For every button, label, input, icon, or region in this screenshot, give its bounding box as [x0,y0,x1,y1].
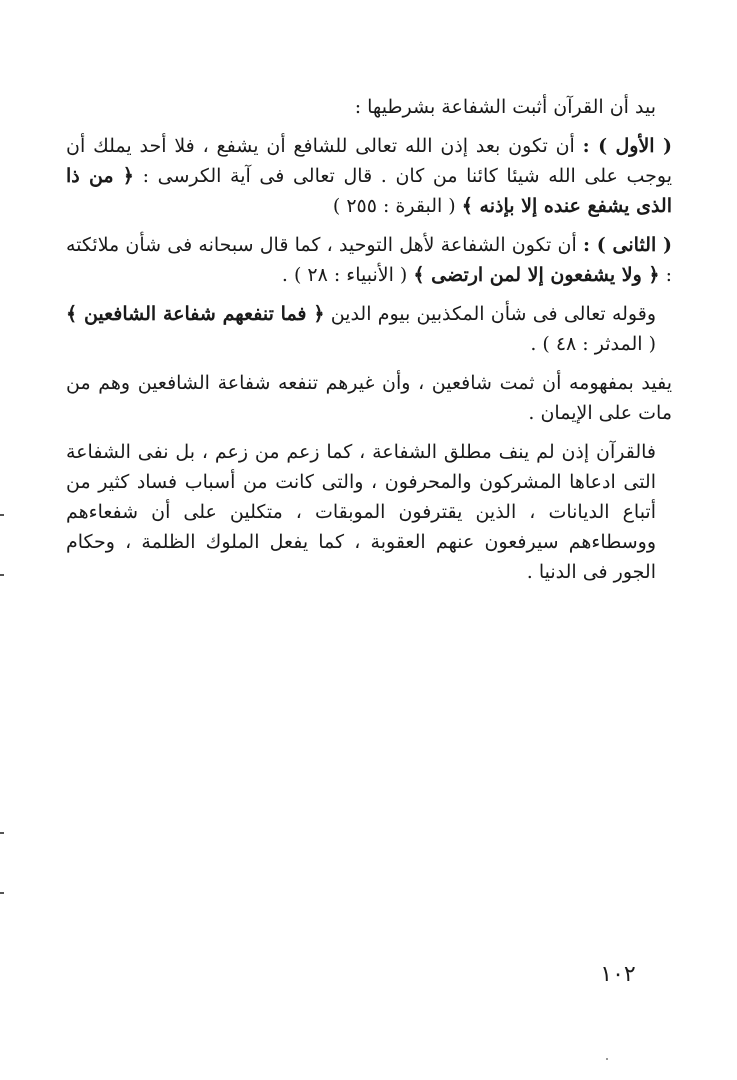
second-condition-lead: ( الثانى ) : [582,234,672,256]
third-quote: ﴿ فما تنفعهم شفاعة الشافعين ﴾ [66,303,325,325]
scan-edge-mark [0,832,4,834]
first-condition-quote: ﴿ من ذا الذى يشفع عنده إلا بإذنه ﴾ [66,165,672,217]
page-body [66,92,672,596]
first-condition-paragraph [66,131,672,221]
scan-dot-mark [606,1058,608,1060]
fourth-paragraph [66,368,672,428]
third-paragraph [66,299,672,359]
first-condition-reference: ( البقرة : ٢٥٥ ) [332,195,456,217]
scan-edge-mark [0,892,4,894]
intro-paragraph [66,92,672,122]
fifth-text: فالقرآن إذن لم ينف مطلق الشفاعة ، كما زعم من زعم ، بل نفى الشفاعة التى ادعاها المشركون والمحرفون ، والتى كانت من أسباب فساد كثير من أتباع الديانات ، الذين يقترفون الموبقات ، متكلين على أن شفعاءهم ووسطاءهم سيرفعون عنهم العقوبة ، كما يفعل الملوك الظلمة ، وحكام الجور فى الدنيا . [66,441,656,583]
fourth-text: يفيد بمفهومه أن ثمت شافعين ، وأن غيرهم تنفعه شفاعة الشافعين وهم من مات على الإيمان . [66,372,672,424]
page-number: ١٠٢ [600,962,636,987]
third-text: وقوله تعالى فى شأن المكذبين بيوم الدين [330,303,656,325]
first-condition-text: أن تكون بعد إذن الله تعالى للشافع أن يشفع ، فلا أحد يملك أن يوجب على الله شيئا كائنا من كان . قال تعالى فى آية الكرسى : [66,135,672,187]
third-reference: ( المدثر : ٤٨ ) . [530,333,656,355]
second-condition-text: أن تكون الشفاعة لأهل التوحيد ، كما قال سبحانه فى شأن ملائكته : [66,234,672,286]
second-condition-paragraph [66,230,672,290]
second-condition-quote: ﴿ ولا يشفعون إلا لمن ارتضى ﴾ [413,264,660,286]
fifth-paragraph [66,437,672,587]
scan-edge-mark [0,574,4,576]
scan-edge-mark [0,514,4,516]
first-condition-lead: ( الأول ) : [582,135,672,157]
second-condition-reference: ( الأنبياء : ٢٨ ) . [281,264,408,286]
intro-text: بيد أن القرآن أثبت الشفاعة بشرطيها : [354,96,656,118]
